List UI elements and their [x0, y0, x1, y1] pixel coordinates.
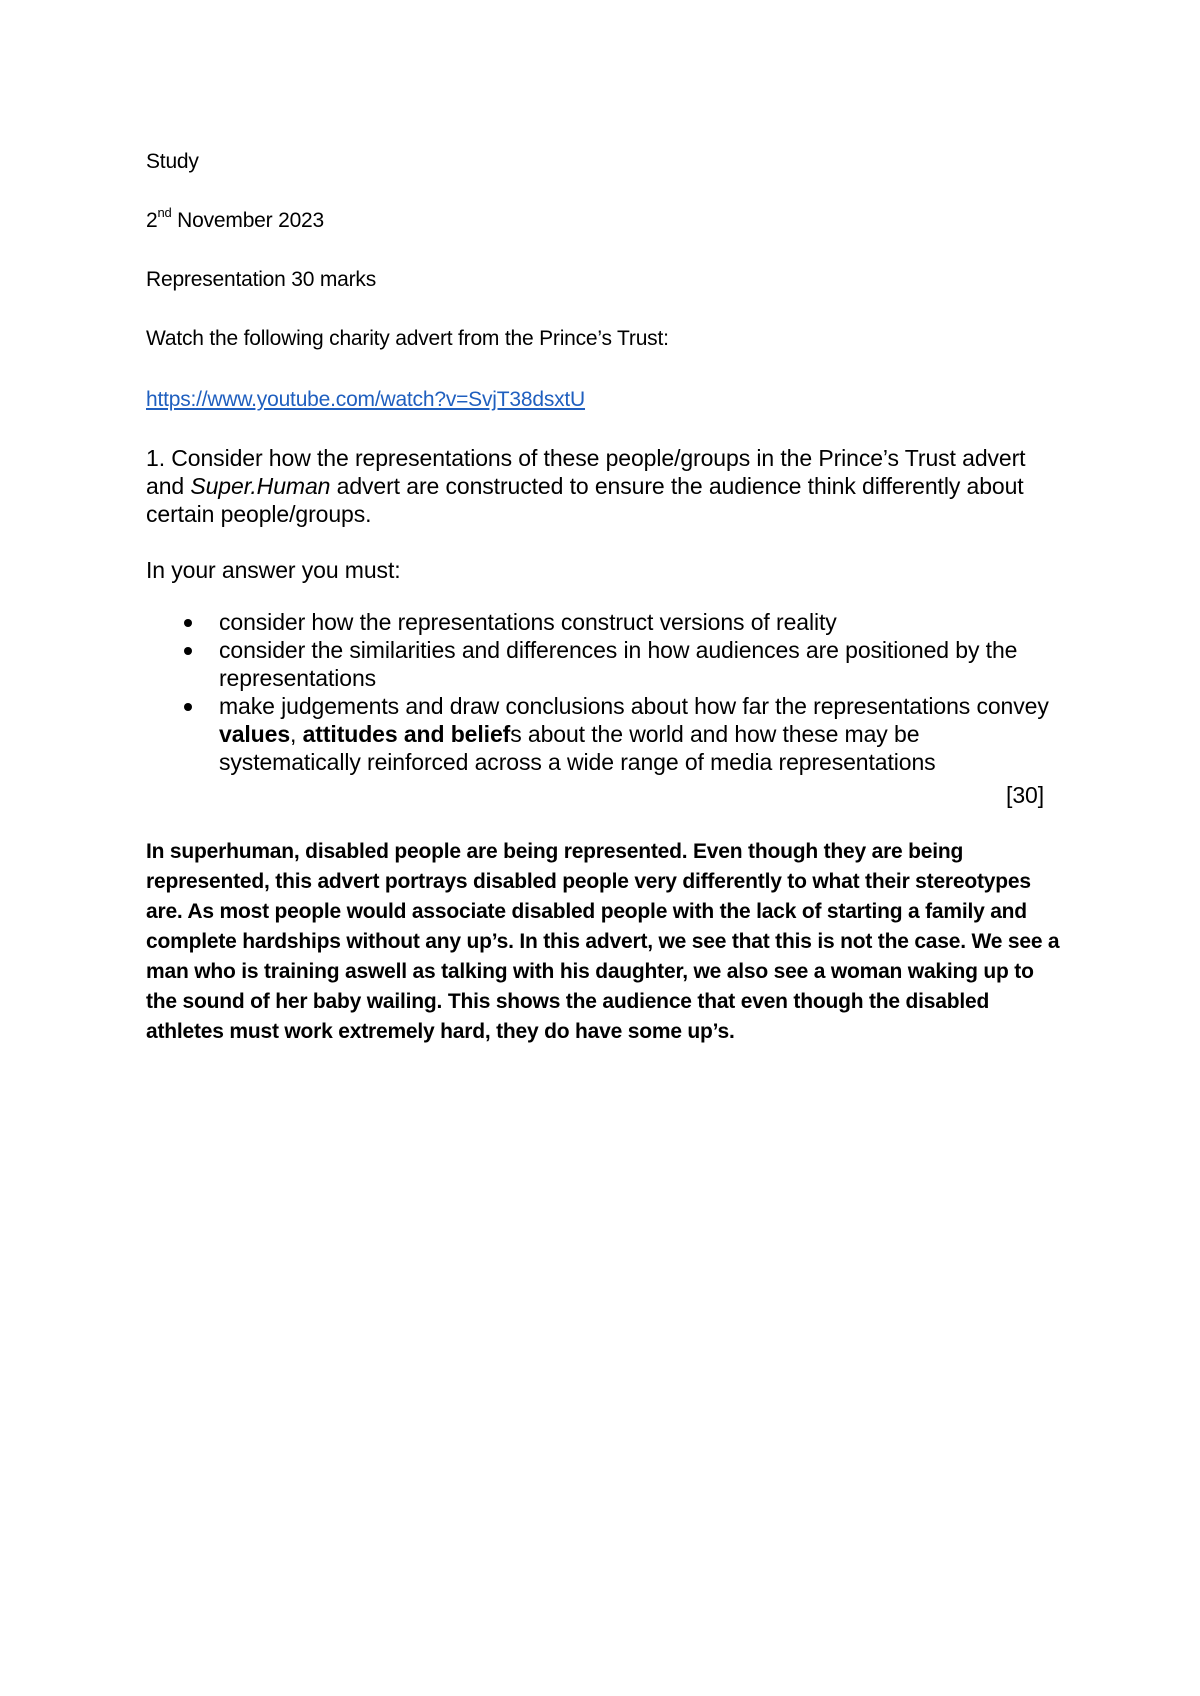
instruction-text: Watch the following charity advert from the Prince’s Trust: [146, 327, 669, 350]
bullet-bold-values: values [219, 721, 291, 747]
bullet-icon [184, 703, 192, 711]
bullet-text: consider how the representations construct versions of reality [219, 609, 837, 635]
bullet-comma: , [290, 721, 303, 747]
document-date [146, 207, 324, 235]
list-item [146, 636, 1056, 692]
marks-label: [30] [1006, 782, 1044, 808]
bullet-icon [184, 647, 192, 655]
list-item [146, 692, 1056, 776]
bullet-text: consider the similarities and differences in how audiences are positioned by the representations [219, 637, 1018, 691]
video-link-line [146, 386, 585, 414]
list-item [146, 608, 1056, 636]
date-day: 2 [146, 209, 158, 232]
lead-in-text: In your answer you must: [146, 557, 401, 583]
answer-text: In superhuman, disabled people are being represented. Even though they are being represented, this advert portrays disabled people very differently to what their stereotypes are. As most people would associate disabled people with the lack of starting a family and complete hardships without any up’s. In this advert, we see that this is not the case. We see a man who is training aswell as talking with his daughter, we also see a woman waking up to the sound of her baby wailing. This shows the audience that even though the disabled athletes must work extremely hard, they do have some up’s. [146, 840, 1060, 1043]
question-text [146, 444, 1046, 528]
bullet-text-after: s about the world and how these may be systematically reinforced across a wide range of media representations [219, 721, 936, 775]
video-link[interactable]: https://www.youtube.com/watch?v=SvjT38dsxtU [146, 388, 586, 411]
requirements-list [146, 608, 1056, 776]
bullet-text-before: make judgements and draw conclusions about how far the representations convey [219, 693, 1049, 719]
document-heading: Study [146, 150, 199, 173]
bullet-icon [184, 619, 192, 627]
question-part1: 1. Consider how the representations of these people/groups in the Prince’s Trust advert and [146, 445, 1026, 499]
bullet-bold-attitudes: attitudes and belief [302, 721, 511, 747]
question-part2: advert are constructed to ensure the audience think differently about certain people/groups. [146, 473, 1024, 527]
date-rest: November 2023 [171, 209, 325, 232]
question-italic: Super.Human [190, 473, 331, 499]
document-title: Representation 30 marks [146, 268, 377, 291]
date-suffix: nd [157, 205, 172, 220]
